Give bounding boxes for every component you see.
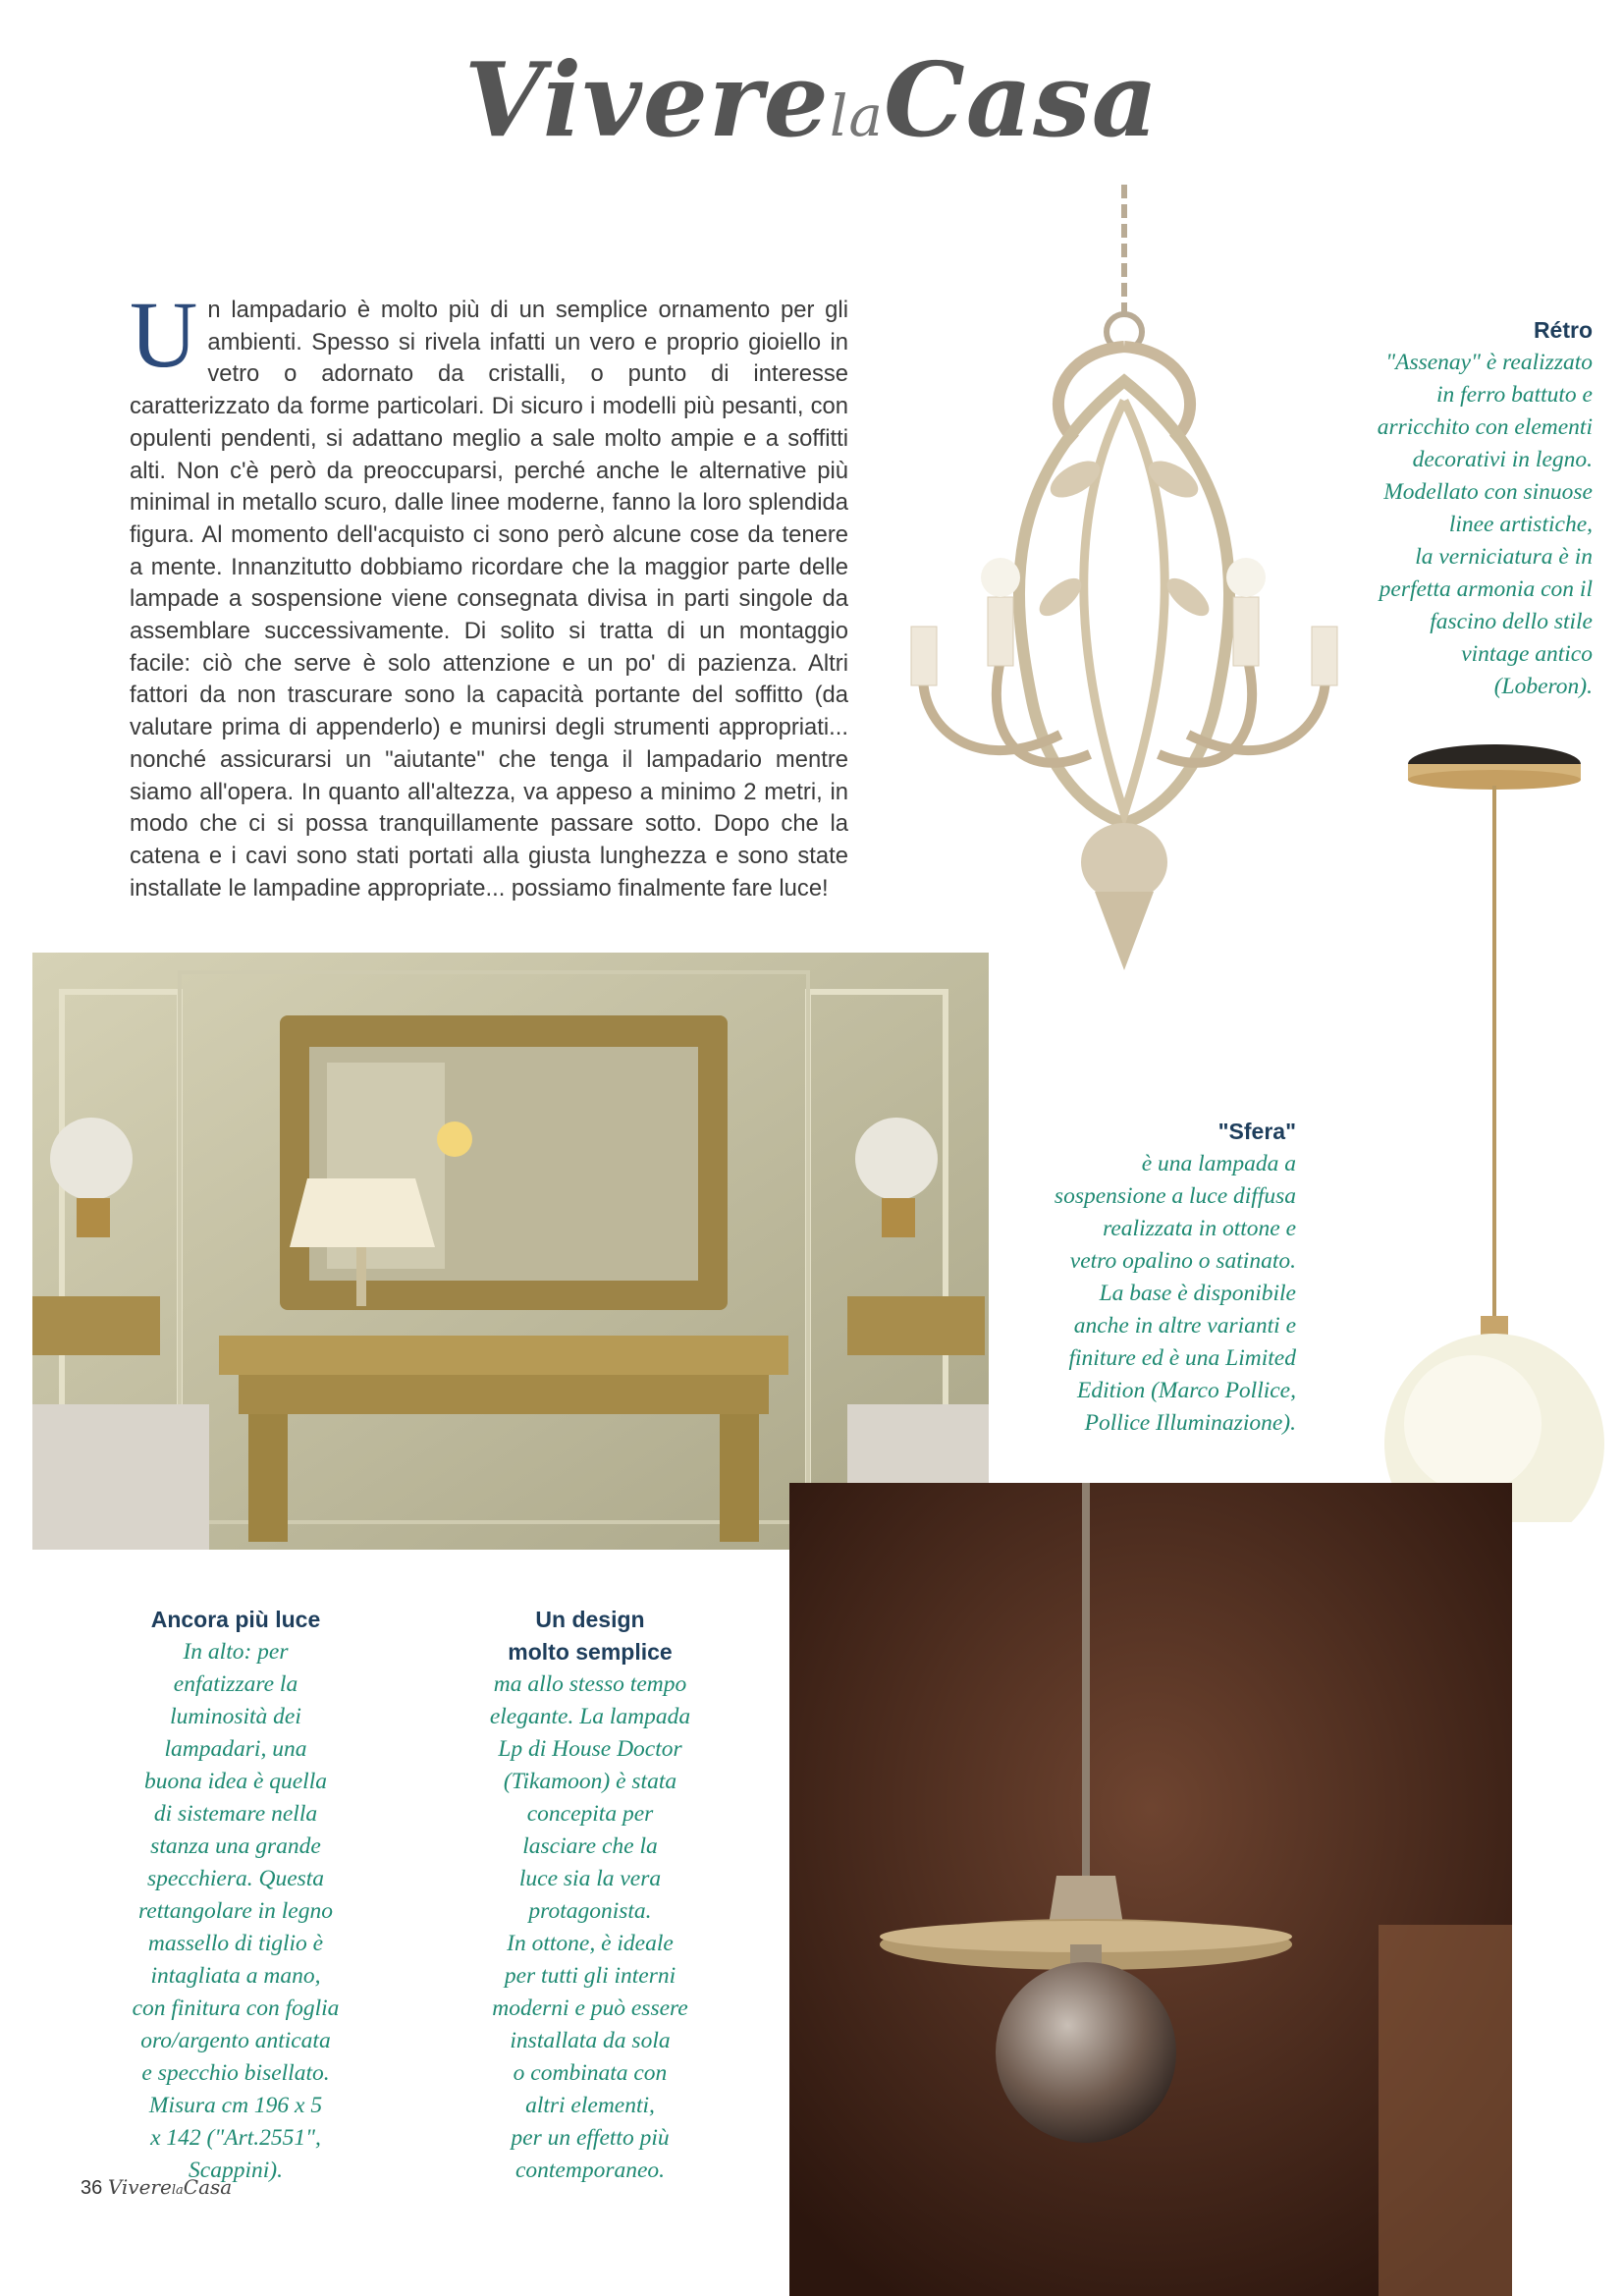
masthead-logo [0, 39, 1623, 160]
caption-line: "Assenay" è realizzato [1385, 350, 1593, 375]
caption-sfera [982, 1116, 1296, 1440]
masthead-la: la [829, 82, 884, 149]
caption-design-title-1: Un design [535, 1607, 645, 1632]
caption-line: concepita per [526, 1801, 654, 1827]
caption-line: decorativi in legno. [1412, 447, 1593, 472]
caption-line: installata da sola [510, 2028, 671, 2053]
caption-line: massello di tiglio è [147, 1931, 324, 1956]
caption-line: ma allo stesso tempo [493, 1671, 687, 1697]
page-number: 36 [81, 2177, 103, 2199]
caption-ancora-title: Ancora più luce [150, 1607, 321, 1632]
masthead-vivere: Vivere [463, 39, 830, 160]
article-body [130, 282, 848, 904]
caption-line: Modellato con sinuose [1383, 479, 1593, 505]
folio-brand-la: la [171, 2183, 184, 2198]
drop-cap: U [130, 282, 198, 387]
caption-sfera-title: "Sfera" [1217, 1119, 1296, 1144]
caption-retro-title: Rétro [1533, 317, 1593, 343]
caption-line: Pollice Illuminazione). [1084, 1410, 1296, 1436]
caption-line: Scappini). [189, 2158, 283, 2183]
caption-line: e specchio bisellato. [141, 2060, 330, 2086]
caption-line: Misura cm 196 x 5 [148, 2093, 323, 2118]
caption-line: contemporaneo. [514, 2158, 666, 2183]
folio-brand [108, 2175, 232, 2199]
caption-line: elegante. La lampada [489, 1704, 691, 1729]
caption-line: la verniciatura è in [1415, 544, 1593, 570]
caption-line: luminosità dei [170, 1704, 301, 1729]
caption-line: sospensione a luce diffusa [1054, 1183, 1296, 1209]
caption-line: arricchito con elementi [1377, 414, 1593, 440]
caption-line: perfetta armonia con il [1379, 576, 1593, 602]
caption-line: altri elementi, [525, 2093, 655, 2118]
caption-line: o combinata con [513, 2060, 668, 2086]
caption-line: lampadari, una [164, 1736, 307, 1762]
article-text: n lampadario è molto più di un semplice ornamento per gli ambienti. Spesso si rivela infatti un vero e proprio gioiello in vetro o adornato da cristalli, o punto di interesse caratterizzato da forme particolari. Di sicuro i modelli più pesanti, con opulenti pendenti, si adattano meglio a sale molto ampie e a soffitti alti. Non c'è però da preoccuparsi, perché anche le alternative più minimal in metallo scuro, dalle linee moderne, fanno la loro splendida figura. Al momento dell'acquisto ci sono però alcune cose da tenere a mente. Innanzitutto dobbiamo ricordare che la maggior parte delle lampade a sospensione viene consegnata divisa in parti singole da assemblare successivamente. Di solito si tratta di un montaggio facile: ciò che serve è solo attenzione e un po' di pazienza. Altri fattori da non trascurare sono la capacità portante del soffitto (da valutare prima di appenderlo) e munirsi degli strumenti appropriati... nonché assicurarsi un "aiutante" che tenga il lampadario mentre siamo all'opera. In quanto all'altezza, va appeso a minimo 2 metri, in modo che ci si possa tranquillamente passare sotto. Dopo che la catena e i cavi sono stati portati alla giusta lunghezza e sono state installate le lampadine appropriate... possiamo finalmente fare luce! [130, 297, 848, 902]
caption-line: Edition (Marco Pollice, [1077, 1378, 1296, 1403]
caption-line: vetro opalino o satinato. [1069, 1248, 1296, 1274]
caption-line: di sistemare nella [153, 1801, 318, 1827]
caption-line: finiture ed è una Limited [1068, 1345, 1296, 1371]
design-lamp-photo [789, 1483, 1512, 2296]
caption-retro [1296, 314, 1593, 703]
caption-line: è una lampada a [1141, 1151, 1296, 1176]
caption-line: protagonista. [528, 1898, 652, 1924]
folio-brand-casa: Casa [183, 2175, 233, 2199]
caption-line: anche in altre varianti e [1073, 1313, 1296, 1339]
caption-line: in ferro battuto e [1435, 382, 1593, 408]
masthead-casa: Casa [883, 39, 1160, 160]
caption-line: rettangolare in legno [138, 1898, 333, 1924]
folio-brand-vivere: Vivere [107, 2175, 172, 2199]
caption-design [452, 1604, 729, 2187]
caption-design-title-2: molto semplice [508, 1639, 673, 1665]
caption-line: x 142 ("Art.2551", [150, 2125, 321, 2151]
caption-line: In ottone, è ideale [507, 1931, 674, 1956]
caption-line: stanza una grande [150, 1833, 321, 1859]
caption-line: per tutti gli interni [504, 1963, 676, 1989]
page-folio [81, 2175, 232, 2200]
caption-line: vintage antico [1461, 641, 1593, 667]
caption-line: In alto: per [183, 1639, 289, 1665]
caption-line: (Tikamoon) è stata [503, 1769, 677, 1794]
caption-line: enfatizzare la [173, 1671, 298, 1697]
caption-line: oro/argento anticata [140, 2028, 331, 2053]
sfera-lamp-photo [1365, 737, 1623, 1522]
mirror-room-photo [32, 953, 989, 1550]
caption-line: fascino dello stile [1430, 609, 1593, 634]
caption-line: moderni e può essere [492, 1995, 688, 2021]
caption-line: buona idea è quella [143, 1769, 327, 1794]
caption-line: per un effetto più [511, 2125, 670, 2151]
caption-line: realizzata in ottone e [1103, 1216, 1296, 1241]
caption-line: linee artistiche, [1448, 512, 1593, 537]
caption-line: specchiera. Questa [146, 1866, 325, 1891]
caption-line: con finitura con foglia [132, 1995, 340, 2021]
caption-line: luce sia la vera [518, 1866, 662, 1891]
caption-ancora [98, 1604, 373, 2187]
caption-line: lasciare che la [522, 1833, 658, 1859]
caption-line: La base è disponibile [1099, 1281, 1296, 1306]
caption-line: Lp di House Doctor [498, 1736, 682, 1762]
caption-line: intagliata a mano, [150, 1963, 321, 1989]
caption-line: (Loberon). [1493, 674, 1593, 699]
